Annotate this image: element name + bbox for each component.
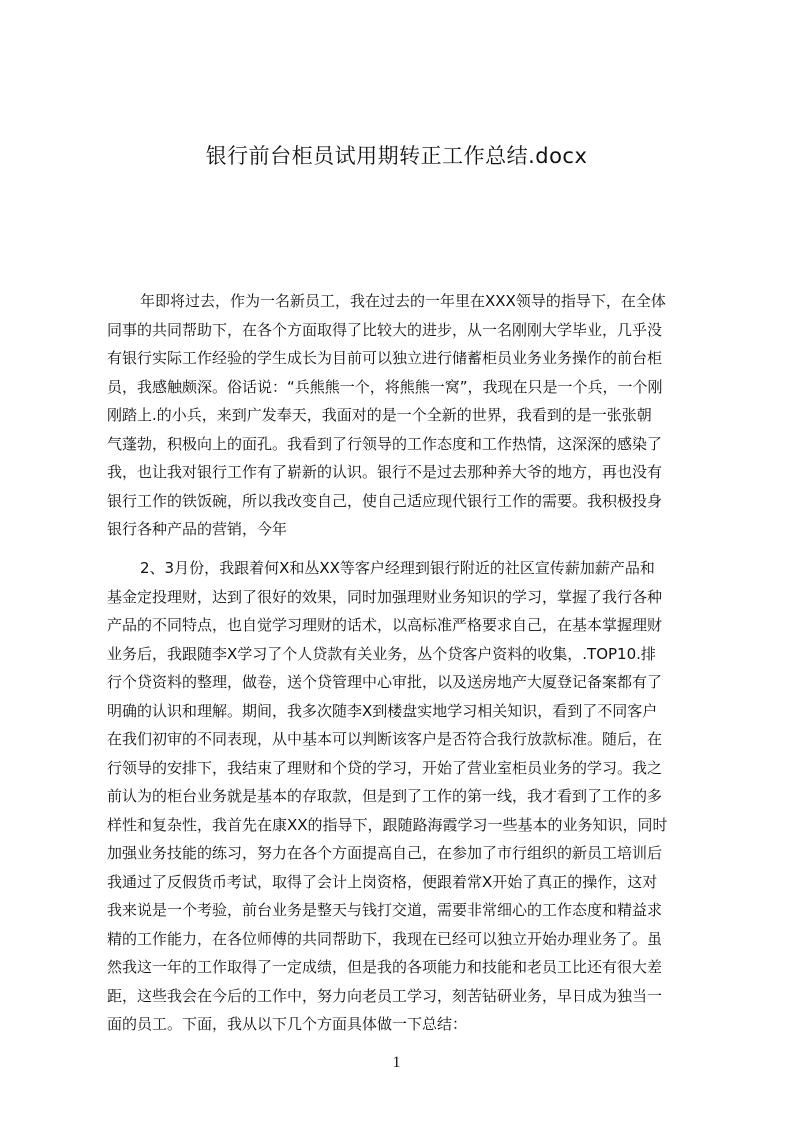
text-line: 样性和复杂性，我首先在康XX的指导下，跟随路海霞学习一些基本的业务知识，同时 — [107, 815, 668, 834]
paragraph-work-details — [107, 554, 699, 1039]
text-line: 明确的认识和理解。期间，我多次随李X到楼盘实地学习相关知识，看到了不同客户 — [107, 701, 658, 720]
paragraph-intro — [107, 287, 699, 544]
text-line: 银行工作的铁饭碗，所以我改变自己，使自己适应现代银行工作的需要。我积极投身 — [107, 491, 663, 510]
text-line: 然我这一年的工作取得了一定成绩，但是我的各项能力和技能和老员工比还有很大差 — [107, 958, 663, 976]
text-line: 同事的共同帮助下，在各个方面取得了比较大的进步，从一名刚刚大学毕业，几乎没 — [107, 320, 663, 339]
text-line: 前认为的柜台业务就是基本的存取款，但是到了工作的第一线，我才看到了工作的多 — [107, 787, 663, 805]
text-line: 面的员工。下面，我从以下几个方面具体做一下总结： — [107, 1015, 468, 1033]
text-line: 行个贷资料的整理，做卷，送个贷管理中心审批，以及送房地产大厦登记备案都有了 — [107, 673, 663, 691]
text-line: 银行各种产品的营销，今年 — [107, 520, 288, 538]
text-line: 我来说是一个考验，前台业务是整天与钱打交道，需要非常细心的工作态度和精益求 — [107, 901, 663, 919]
text-line: 基金定投理财，达到了很好的效果，同时加强理财业务知识的学习，掌握了我行各种 — [107, 587, 663, 606]
text-line: 我通过了反假货币考试，取得了会计上岗资格，便跟着常X开始了真正的操作，这对 — [107, 872, 658, 891]
text-line: 精的工作能力，在各位师傅的共同帮助下，我现在已经可以独立开始办理业务了。虽 — [107, 929, 663, 948]
text-line: 有银行实际工作经验的学生成长为目前可以独立进行储蓄柜员业务业务操作的前台柜 — [107, 349, 663, 367]
text-line: 刚踏上.的小兵，来到广发奉天，我面对的是一个全新的世界，我看到的是一张张朝 — [107, 406, 652, 424]
page-number: 1 — [392, 1054, 401, 1071]
text-line: 距，这些我会在今后的工作中，努力向老员工学习，刻苦钻研业务，早日成为独当一 — [107, 986, 663, 1005]
text-line: 年即将过去，作为一名新员工，我在过去的一年里在XXX领导的指导下，在全体 — [140, 292, 666, 310]
text-line: 行领导的安排下，我结束了理财和个贷的学习，开始了营业室柜员业务的学习。我之 — [107, 758, 663, 777]
text-line: 在我们初审的不同表现，从中基本可以判断该客户是否符合我行放款标准。随后，在 — [107, 730, 663, 748]
text-line: 产品的不同特点，也自觉学习理财的话术，以高标准严格要求自己，在基本掌握理财 — [107, 616, 663, 634]
text-line: 员，我感触颇深。俗话说：“兵熊熊一个，将熊熊一窝”，我现在只是一个兵，一个刚 — [107, 377, 663, 396]
text-line: 气蓬勃，积极向上的面孔。我看到了行领导的工作态度和工作热情，这深深的感染了 — [107, 434, 663, 453]
text-line: 加强业务技能的练习，努力在各个方面提高自己，在参加了市行组织的新员工培训后 — [107, 844, 663, 862]
text-line: 业务后，我跟随李X学习了个人贷款有关业务，丛个贷客户资料的收集，.TOP10.排 — [107, 644, 656, 663]
text-line: 我，也让我对银行工作有了崭新的认识。银行不是过去那种养大爷的地方，再也没有 — [107, 463, 663, 481]
text-line: 2、3月份，我跟着何X和丛XX等客户经理到银行附近的社区宣传薪加薪产品和 — [140, 559, 655, 577]
document-title: 银行前台柜员试用期转正工作总结.docx — [205, 144, 588, 168]
